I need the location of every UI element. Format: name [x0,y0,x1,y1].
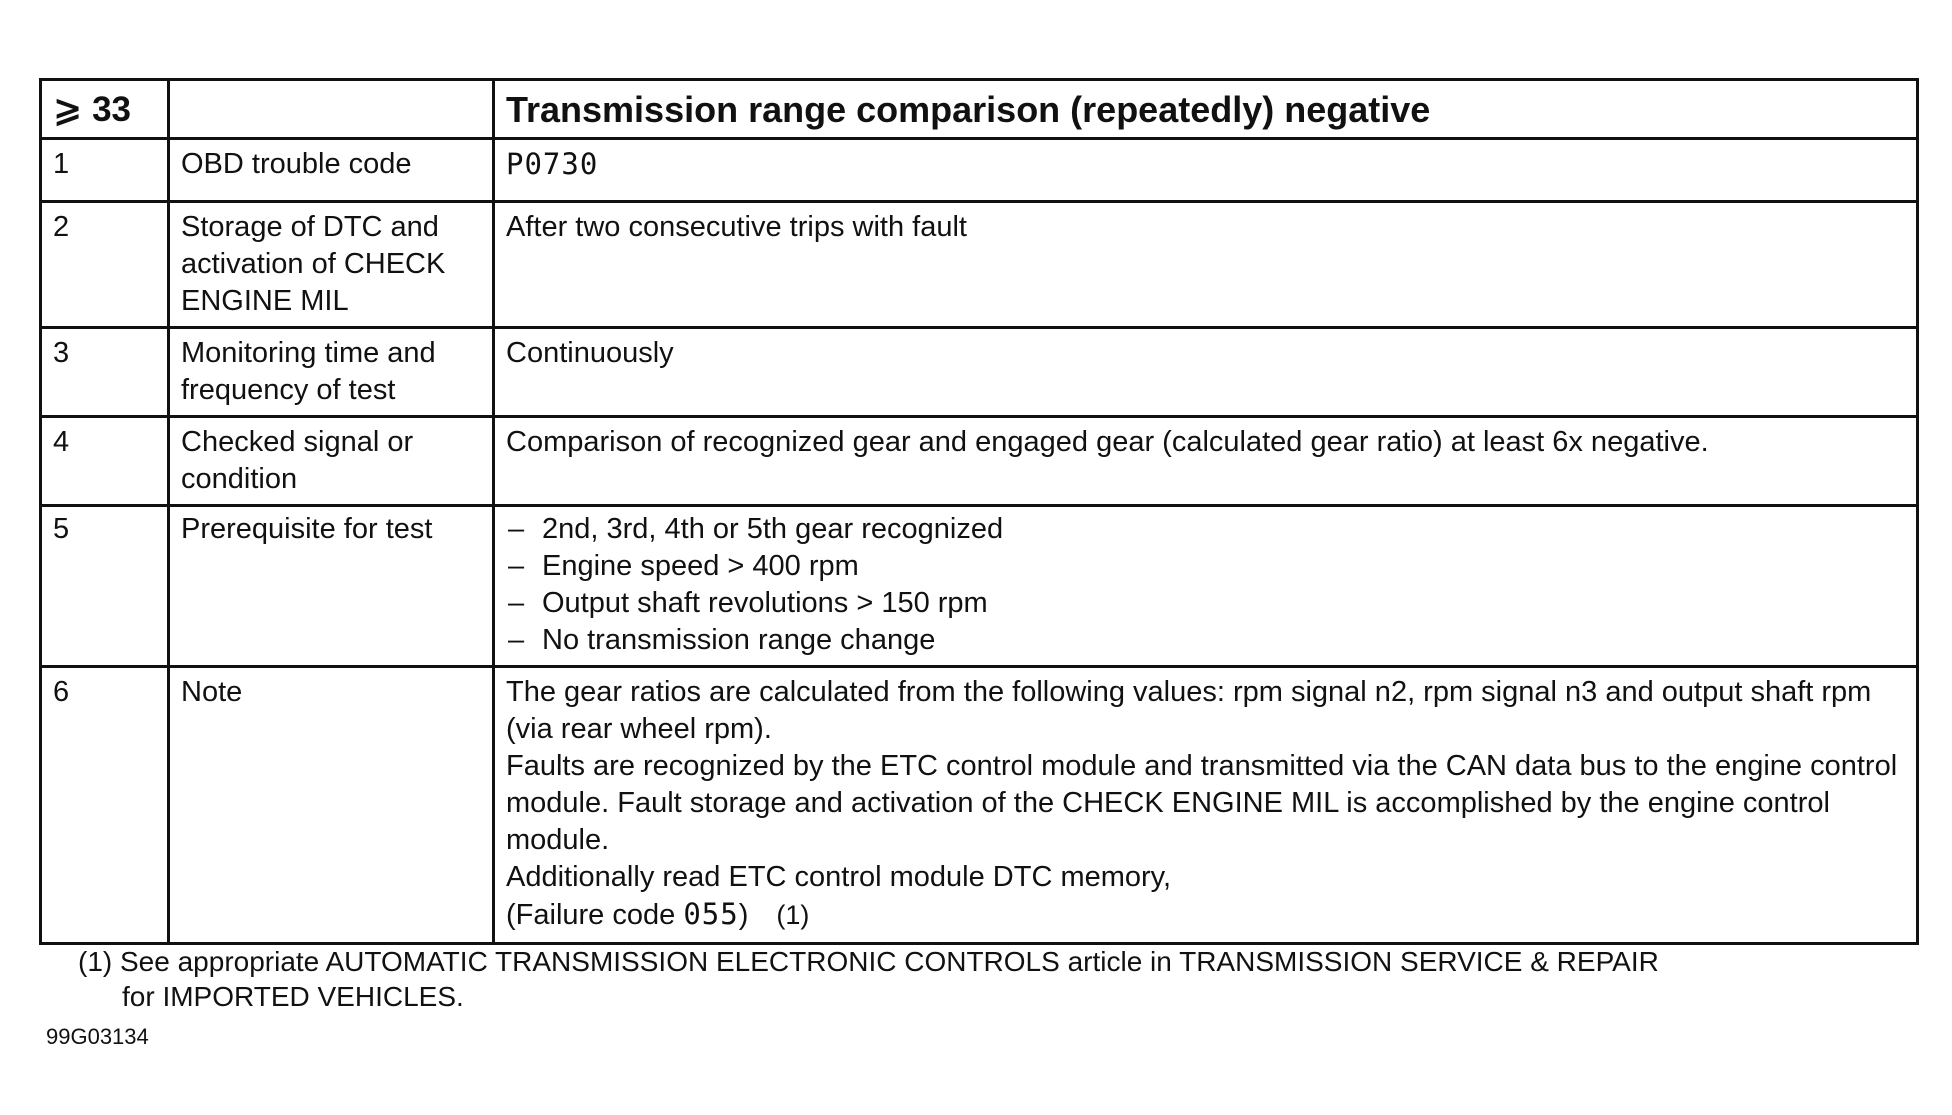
list-item-text: No transmission range change [542,624,936,656]
row-label: Storage of DTC and activation of CHECK ENGINE MIL [169,202,494,328]
failure-code-label: (Failure code [506,899,684,931]
dash-icon: – [508,513,525,545]
list-item-text: Engine speed > 400 rpm [542,550,859,582]
list-item [506,511,1904,548]
row-value: After two consecutive trips with fault [494,202,1918,328]
row-number: 6 [41,667,169,944]
footnote-line-2: for IMPORTED VEHICLES. [122,981,464,1012]
note-paragraph: The gear ratios are calculated from the following values: rpm signal n2, rpm signal n3 and output shaft rpm (via rear wheel rpm). [506,676,1872,745]
failure-code-close: ) [738,899,749,931]
note-paragraph: Additionally read ETC control module DTC memory, [506,861,1172,893]
prerequisite-list-cell [494,506,1918,667]
note-paragraph: Faults are recognized by the ETC control module and transmitted via the CAN data bus to the engine control module. Fault storage and activation of the CHECK ENGINE MIL is accomplished by the engine control module. [506,750,1898,856]
row-number: 5 [41,506,169,667]
list-item-text: 2nd, 3rd, 4th or 5th gear recognized [542,513,1004,545]
row-label: Checked signal or condition [169,417,494,506]
table-row [41,417,1918,506]
list-item [506,622,1904,659]
greater-equal-icon: ⩾ [53,89,83,129]
row-label: Prerequisite for test [169,506,494,667]
table-row [41,139,1918,202]
dash-icon: – [508,587,525,619]
table-header-row [41,80,1918,139]
test-number: 33 [92,89,131,129]
dash-icon: – [508,550,525,582]
footnote [78,944,1659,1014]
row-number: 1 [41,139,169,202]
footnote-line-1: (1) See appropriate AUTOMATIC TRANSMISSION ELECTRONIC CONTROLS article in TRANSMISSION SERVICE & REPAIR [78,946,1659,977]
row-value: Comparison of recognized gear and engaged gear (calculated gear ratio) at least 6x negative. [494,417,1918,506]
prerequisite-list [506,511,1904,659]
table-row [41,202,1918,328]
row-label: OBD trouble code [169,139,494,202]
table-row [41,506,1918,667]
failure-code: 055 [683,897,739,931]
table-title: Transmission range comparison (repeatedly) negative [494,80,1918,139]
obd-trouble-code: P0730 [494,139,1918,202]
note-cell [494,667,1918,944]
list-item [506,548,1904,585]
header-blank-cell [169,80,494,139]
test-number-cell [41,80,169,139]
table-row [41,667,1918,944]
dash-icon: – [508,624,525,656]
row-number: 4 [41,417,169,506]
row-label: Note [169,667,494,944]
diagnostic-table [39,78,1919,945]
row-number: 3 [41,328,169,417]
failure-code-line [506,896,1904,934]
list-item [506,585,1904,622]
table-row [41,328,1918,417]
figure-id: 99G03134 [46,1024,149,1049]
footnote-ref: (1) [776,900,810,930]
row-number: 2 [41,202,169,328]
row-value: Continuously [494,328,1918,417]
list-item-text: Output shaft revolutions > 150 rpm [542,587,988,619]
row-label: Monitoring time and frequency of test [169,328,494,417]
